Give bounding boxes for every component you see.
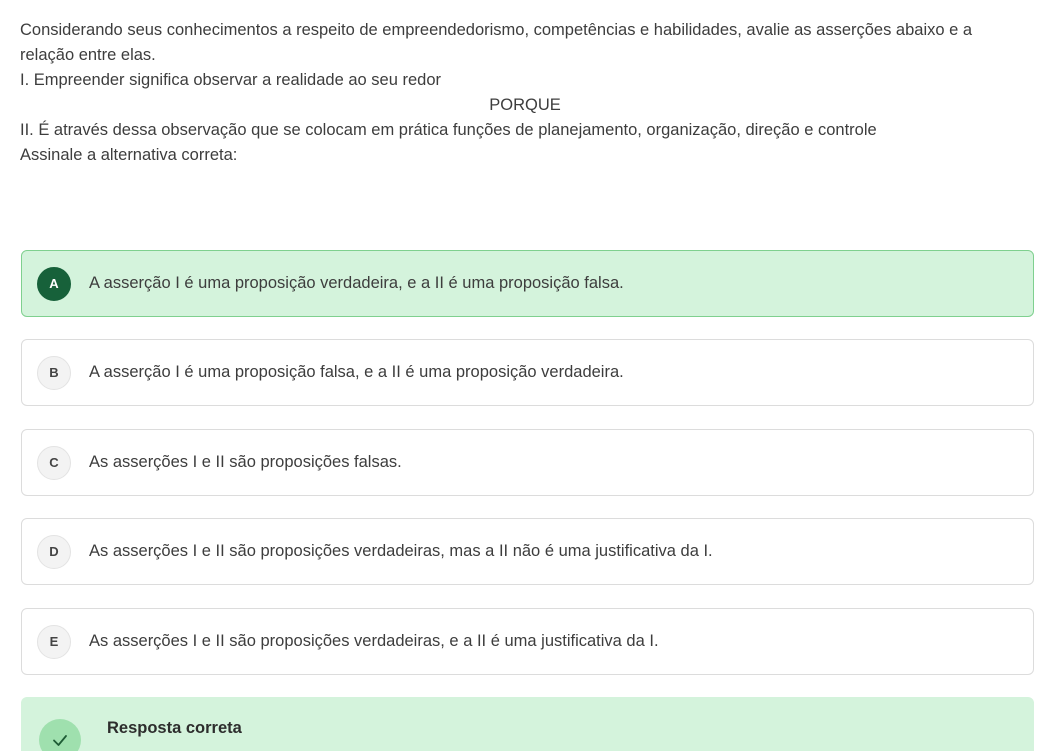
feedback-title: Resposta correta [107, 719, 242, 737]
option-c[interactable] [21, 429, 1034, 496]
option-d[interactable] [21, 518, 1034, 585]
option-text: As asserções I e II são proposições falsas. [89, 453, 402, 471]
option-letter-badge: D [37, 535, 71, 569]
assertion-two: II. É através dessa observação que se colocam em prática funções de planejamento, organização, direção e controle [20, 121, 877, 139]
option-letter-badge: A [37, 267, 71, 301]
assertion-one: I. Empreender significa observar a realidade ao seu redor [20, 71, 441, 89]
option-letter-badge: C [37, 446, 71, 480]
question-text [20, 18, 1030, 168]
option-letter-badge: E [37, 625, 71, 659]
feedback-panel [21, 697, 1034, 751]
option-text: As asserções I e II são proposições verdadeiras, mas a II não é uma justificativa da I. [89, 542, 713, 560]
question-statement: Considerando seus conhecimentos a respeito de empreendedorismo, competências e habilidades, avalie as asserções abaixo e a relação entre elas. [20, 21, 973, 64]
connector-word: PORQUE [489, 96, 561, 114]
option-letter-badge: B [37, 356, 71, 390]
question-instruction: Assinale a alternativa correta: [20, 146, 238, 164]
check-icon [39, 719, 81, 751]
option-b[interactable] [21, 339, 1034, 406]
option-e[interactable] [21, 608, 1034, 675]
option-text: A asserção I é uma proposição verdadeira, e a II é uma proposição falsa. [89, 274, 624, 292]
option-a[interactable] [21, 250, 1034, 317]
option-text: A asserção I é uma proposição falsa, e a II é uma proposição verdadeira. [89, 363, 624, 381]
option-text: As asserções I e II são proposições verdadeiras, e a II é uma justificativa da I. [89, 632, 659, 650]
